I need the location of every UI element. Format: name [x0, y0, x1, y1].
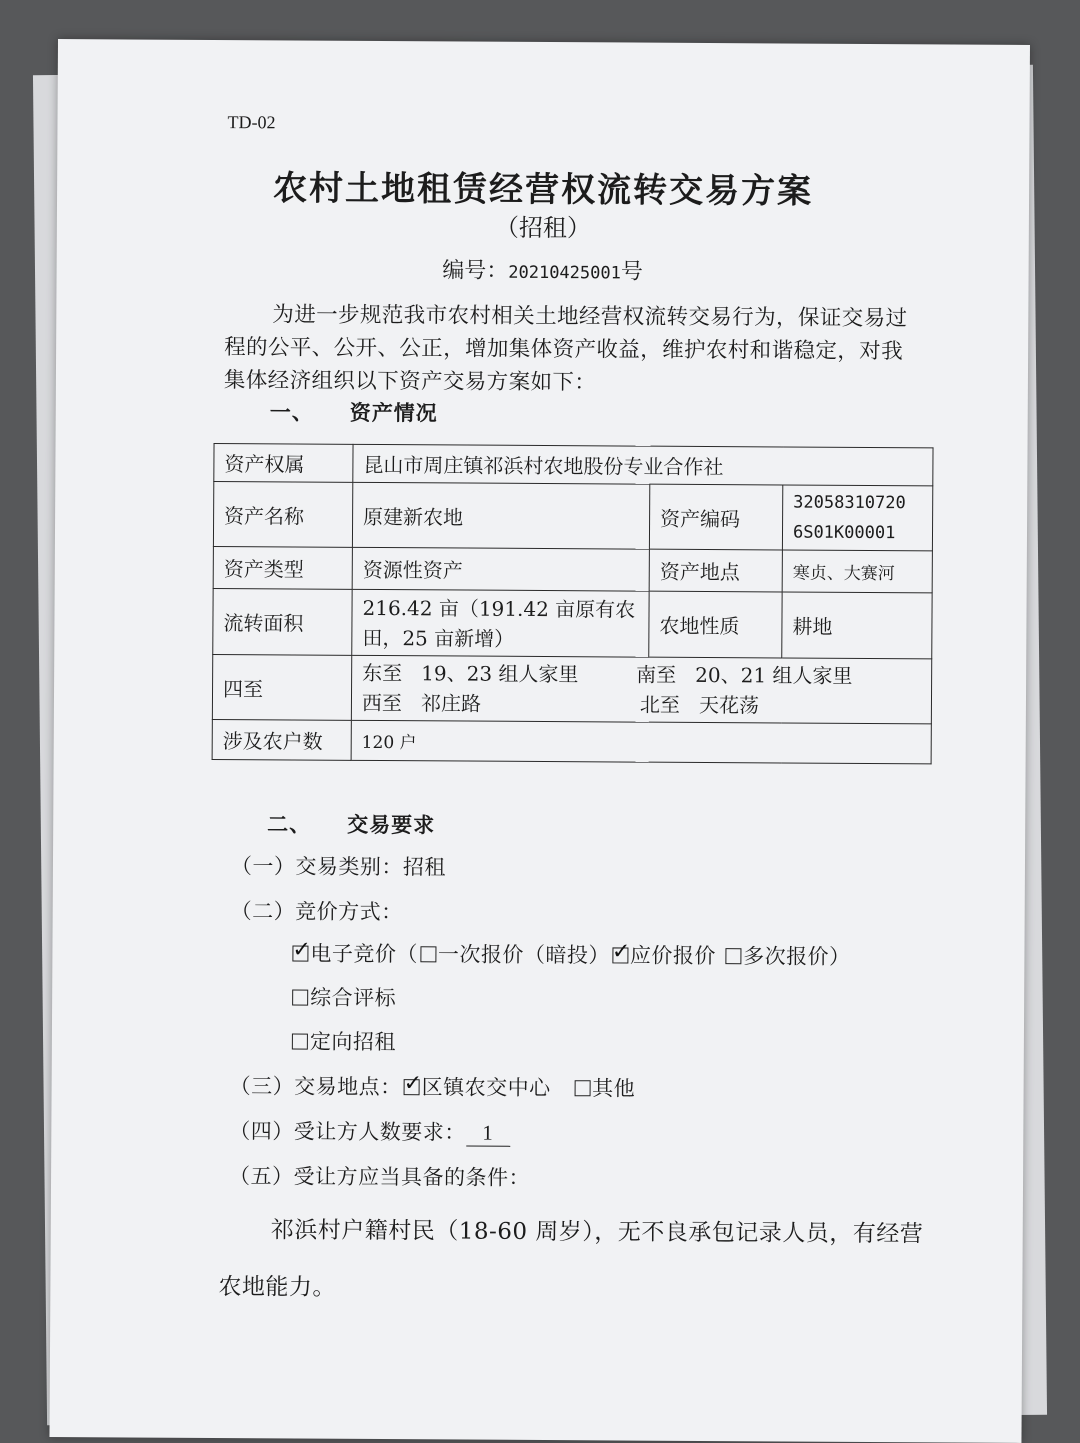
section-heading-requirements — [267, 808, 435, 839]
serial-number: 20210425001 — [508, 262, 621, 284]
transferee-conditions-title: （五）受让方应当具备的条件： — [228, 1164, 531, 1190]
boundaries-label: 四至 — [212, 654, 351, 720]
area-label: 流转面积 — [213, 588, 352, 655]
asset-code-label: 资产编码 — [649, 484, 782, 550]
boundary-row-1 — [362, 658, 921, 691]
section-number: 二、 — [267, 811, 312, 837]
serial-prefix: 编号： — [442, 258, 509, 284]
transferee-conditions-text: 祁浜村户籍村民（18-60 周岁），无不良承包记录人员，有经营农地能力。 — [218, 1217, 924, 1301]
owner-value: 昆山市周庄镇祁浜村农地股份专业合作社 — [353, 444, 933, 486]
document-title: 农村土地租赁经营权流转交易方案 — [272, 168, 814, 212]
asset-code-line-1: 32058310720 — [793, 492, 906, 514]
serial-number-line — [57, 251, 1029, 288]
section-heading-assets — [270, 396, 438, 427]
comprehensive-evaluation-option — [290, 981, 396, 1012]
households-value: 120 户 — [351, 720, 931, 764]
transferee-count-prefix: （四）受让方人数要求： — [229, 1119, 466, 1145]
asset-name-label: 资产名称 — [213, 481, 352, 547]
section-title: 资产情况 — [349, 399, 438, 426]
boundary-row-2 — [362, 688, 921, 721]
south-label: 南至 — [636, 662, 677, 687]
directed-lease-label: 定向招租 — [309, 1029, 396, 1055]
checkbox-directed-lease[interactable] — [292, 1033, 308, 1049]
boundaries-value — [351, 655, 931, 724]
asset-location-value: 寒贞、大赛河 — [782, 550, 932, 593]
bidding-method-line: （二）竞价方式： — [230, 899, 403, 925]
transferee-count-line — [229, 1115, 510, 1147]
section-number: 一、 — [269, 399, 314, 425]
directed-lease-option — [290, 1025, 396, 1056]
asset-code-value — [782, 485, 932, 551]
east-value: 19、23 组人家里 — [421, 661, 579, 687]
electronic-bidding-options — [290, 937, 850, 970]
table-row — [213, 546, 932, 592]
rural-exchange-center-label: 区镇农交中心 — [421, 1075, 551, 1101]
asset-location-label: 资产地点 — [649, 549, 782, 592]
checkbox-response-bid[interactable] — [612, 947, 628, 963]
owner-label: 资产权属 — [214, 443, 353, 482]
north-label: 北至 — [639, 692, 681, 717]
checkbox-single-bid[interactable] — [420, 946, 436, 962]
serial-suffix: 号 — [620, 259, 643, 285]
electronic-bidding-label: 电子竞价（ — [310, 941, 418, 967]
transaction-place-prefix: （三）交易地点： — [229, 1074, 402, 1100]
response-bid-label: 应价报价 — [629, 943, 716, 969]
checkbox-multiple-bid[interactable] — [725, 948, 741, 964]
table-row — [212, 719, 931, 763]
asset-code-line-2: 6S01K00001 — [792, 522, 896, 544]
area-value — [352, 589, 649, 657]
table-row — [212, 654, 931, 723]
comprehensive-evaluation-label: 综合评标 — [310, 985, 397, 1011]
area-line-2: 田，25 亩新增） — [362, 625, 515, 651]
land-nature-value: 耕地 — [782, 592, 932, 659]
asset-type-value: 资源性资产 — [352, 547, 649, 591]
asset-table — [212, 443, 934, 764]
table-row — [213, 481, 932, 550]
asset-type-label: 资产类型 — [213, 546, 352, 589]
land-nature-label: 农地性质 — [649, 591, 782, 658]
transferee-count-value: 1 — [466, 1121, 510, 1147]
document-page — [49, 39, 1030, 1443]
north-value: 天花荡 — [698, 692, 760, 718]
checkbox-other-place[interactable] — [574, 1080, 590, 1096]
asset-name-value: 原建新农地 — [352, 482, 649, 549]
single-bid-label: 一次报价（暗投） — [437, 942, 610, 968]
other-place-label: 其他 — [592, 1076, 636, 1101]
multiple-bid-label: 多次报价） — [743, 944, 851, 969]
west-value: 祁庄路 — [420, 691, 482, 716]
document-subtitle: （招租） — [494, 213, 591, 243]
west-label: 西至 — [361, 690, 403, 716]
transaction-place-line — [230, 1070, 636, 1102]
south-value: 20、21 组人家里 — [695, 662, 853, 688]
checkbox-rural-exchange-center[interactable] — [404, 1079, 420, 1095]
transaction-type-line: （一）交易类别：招租 — [230, 854, 447, 880]
checkbox-comprehensive-evaluation[interactable] — [292, 989, 308, 1005]
document-code: TD-02 — [227, 112, 276, 133]
intro-paragraph: 为进一步规范我市农村相关土地经营权流转交易行为，保证交易过程的公平、公开、公正，增加集体资产收益，维护农村和谐稳定，对我集体经济组织以下资产交易方案如下： — [223, 302, 908, 396]
east-label: 东至 — [362, 660, 403, 686]
checkbox-electronic-bidding[interactable] — [292, 945, 308, 961]
table-row — [213, 588, 932, 658]
section-title: 交易要求 — [347, 811, 436, 838]
area-line-1: 216.42 亩（191.42 亩原有农 — [362, 595, 636, 622]
table-row — [214, 443, 933, 485]
households-label: 涉及农户数 — [212, 719, 351, 760]
